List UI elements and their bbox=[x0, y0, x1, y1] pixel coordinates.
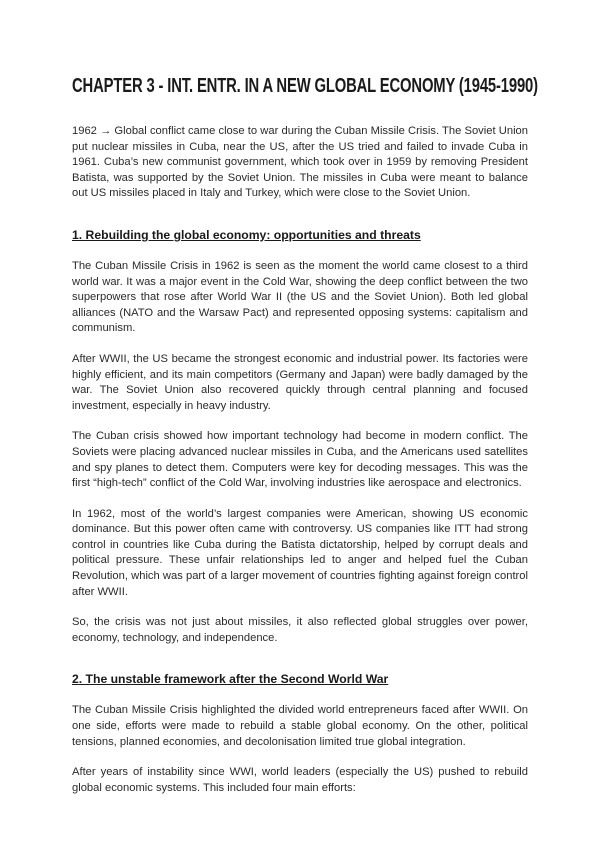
document-body bbox=[72, 124, 528, 811]
section-2-paragraph-1: The Cuban Missile Crisis highlighted the divided world entrepreneurs faced after WWII. On one side, efforts were made to rebuild a stable global economy. On the other, political tensions, planned economies, and decolonisation limited true global integration. bbox=[72, 704, 528, 748]
intro-paragraph: 1962 → Global conflict came close to war during the Cuban Missile Crisis. The Soviet Union put nuclear missiles in Cuba, near the US, after the US tried and failed to invade Cuba in 1961. Cuba’s new communist government, which took over in 1959 by removing President Batista, was supported by the Soviet Union. The missiles in Cuba were meant to balance out US missiles placed in Italy and Turkey, which were close to the Soviet Union. bbox=[72, 125, 528, 200]
chapter-title: CHAPTER 3 - INT. ENTR. IN A NEW GLOBAL ECONOMY (1945-1990) bbox=[72, 75, 538, 97]
section-1-paragraph-1: The Cuban Missile Crisis in 1962 is seen as the moment the world came closest to a third world war. It was a major event in the Cold War, showing the deep conflict between the two superpowers that rose after World War II (the US and the Soviet Union). Both led global alliances (NATO and the Warsaw Pact) and represented opposing systems: capitalism and communism. bbox=[72, 259, 528, 335]
section-1-heading: 1. Rebuilding the global economy: opportunities and threats bbox=[72, 227, 421, 242]
section-1-paragraph-2: After WWII, the US became the strongest economic and industrial power. Its factories were highly efficient, and its main competitors (Germany and Japan) were badly damaged by the war. The Soviet Union also recovered quickly through central planning and focused investment, especially in heavy industry. bbox=[72, 352, 528, 412]
section-1-paragraph-5: So, the crisis was not just about missiles, it also reflected global struggles over power, economy, technology, and independence. bbox=[72, 616, 528, 644]
section-1-paragraph-4: In 1962, most of the world’s largest companies were American, showing US economic dominance. But this power often came with controversy. US companies like ITT had strong control in countries like Cuba during the Batista dictatorship, helped by corrupt deals and political pressure. These unfair relationships led to anger and helped fuel the Cuban Revolution, which was part of a larger movement of countries fighting against foreign control after WWII. bbox=[72, 507, 528, 598]
section-2-heading: 2. The unstable framework after the Second World War bbox=[72, 672, 389, 687]
section-2-paragraph-2: After years of instability since WWI, world leaders (especially the US) pushed to rebuild global economic systems. This included four main efforts: bbox=[72, 766, 528, 794]
section-1-paragraph-3: The Cuban crisis showed how important technology had become in modern conflict. The Soviets were placing advanced nuclear missiles in Cuba, and the Americans used satellites and spy planes to detect them. Computers were key for decoding messages. This was the first “high-tech” conflict of the Cold War, involving industries like aerospace and electronics. bbox=[72, 430, 528, 490]
